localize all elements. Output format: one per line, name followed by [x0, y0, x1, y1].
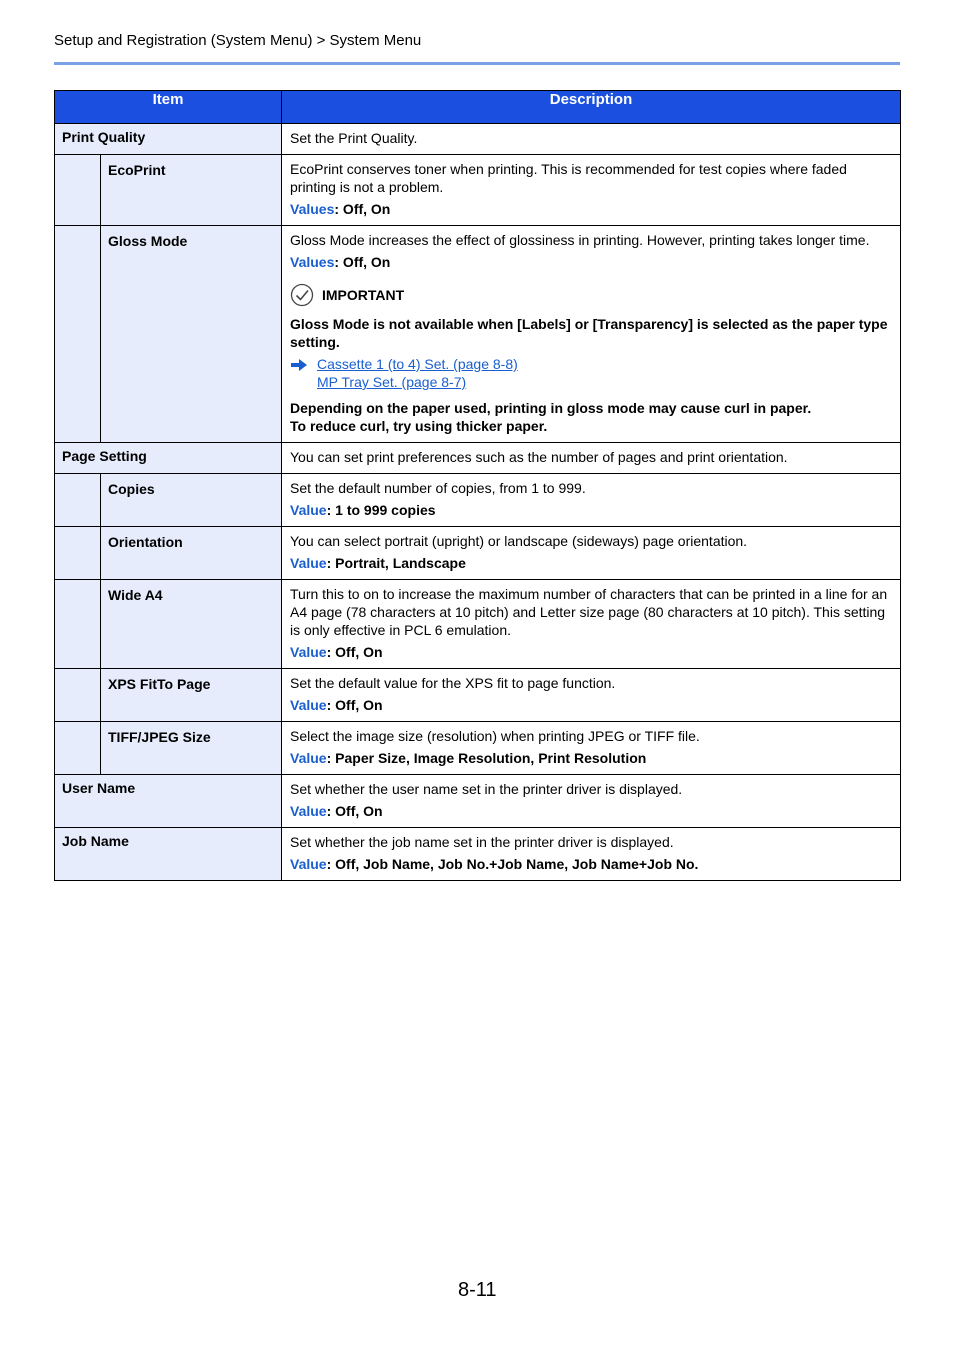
item-ecoprint: EcoPrint — [101, 155, 282, 226]
description-gloss-mode — [282, 226, 901, 443]
item-tiff-jpeg-size: TIFF/JPEG Size — [101, 722, 282, 775]
table-row — [55, 527, 901, 580]
column-header-description: Description — [282, 91, 901, 124]
item-job-name: Job Name — [55, 828, 282, 881]
table-row — [55, 474, 901, 527]
values-line — [290, 802, 892, 820]
settings-table — [54, 90, 901, 881]
description-copies — [282, 474, 901, 527]
values-text: : Off, On — [334, 254, 391, 270]
column-header-item: Item — [55, 91, 282, 124]
item-gloss-mode: Gloss Mode — [101, 226, 282, 443]
table-row — [55, 124, 901, 155]
table-row — [55, 775, 901, 828]
values-line — [290, 643, 892, 661]
arrow-right-icon — [290, 358, 308, 372]
reference-links — [290, 355, 892, 391]
values-label: Value — [290, 697, 327, 713]
item-page-setting: Page Setting — [55, 443, 282, 474]
table-row — [55, 226, 901, 443]
indent-cell — [55, 580, 101, 669]
item-wide-a4: Wide A4 — [101, 580, 282, 669]
values-line — [290, 200, 892, 218]
page-number: 8-11 — [458, 1279, 497, 1301]
values-text: : Portrait, Landscape — [326, 555, 466, 571]
values-line — [290, 554, 892, 572]
values-text: : 1 to 999 copies — [326, 502, 436, 518]
description-text: EcoPrint conserves toner when printing. This is recommended for test copies where faded printing is not a problem. — [290, 161, 847, 195]
checkmark-circle-icon — [290, 283, 314, 307]
values-label: Value — [290, 803, 327, 819]
description-text: Set whether the job name set in the printer driver is displayed. — [290, 834, 674, 850]
indent-cell — [55, 527, 101, 580]
description-text: Set the default value for the XPS fit to page function. — [290, 675, 616, 691]
table-row — [55, 155, 901, 226]
description-text: Select the image size (resolution) when printing JPEG or TIFF file. — [290, 728, 700, 744]
values-line — [290, 253, 892, 271]
description-text: Gloss Mode increases the effect of glossiness in printing. However, printing takes longer time. — [290, 232, 870, 248]
values-text: : Off, On — [326, 697, 383, 713]
values-line — [290, 696, 892, 714]
description-job-name — [282, 828, 901, 881]
important-label: IMPORTANT — [322, 287, 405, 303]
indent-cell — [55, 474, 101, 527]
table-row — [55, 669, 901, 722]
indent-cell — [55, 155, 101, 226]
values-label: Values — [290, 201, 335, 217]
important-callout — [290, 283, 892, 307]
values-text: : Off, Job Name, Job No.+Job Name, Job Name+Job No. — [326, 856, 699, 872]
values-line — [290, 855, 892, 873]
curl-note — [290, 399, 892, 435]
description-text: Set the default number of copies, from 1 to 999. — [290, 480, 586, 496]
important-text: Gloss Mode is not available when [Labels] or [Transparency] is selected as the paper type setting. — [290, 316, 888, 350]
description-xps-fit-to-page — [282, 669, 901, 722]
description-wide-a4 — [282, 580, 901, 669]
indent-cell — [55, 669, 101, 722]
description-tiff-jpeg-size — [282, 722, 901, 775]
curl-note-line: To reduce curl, try using thicker paper. — [290, 418, 548, 434]
values-label: Values — [290, 254, 335, 270]
values-text: : Off, On — [326, 803, 383, 819]
values-text: : Off, On — [334, 201, 391, 217]
item-user-name: User Name — [55, 775, 282, 828]
values-label: Value — [290, 856, 327, 872]
link-cassette-settings[interactable]: Cassette 1 (to 4) Set. (page 8-8) — [317, 356, 518, 372]
description-text: Set whether the user name set in the printer driver is displayed. — [290, 781, 683, 797]
values-label: Value — [290, 555, 327, 571]
breadcrumb: Setup and Registration (System Menu) > System Menu — [54, 32, 422, 49]
values-text: : Off, On — [326, 644, 383, 660]
header-divider — [54, 62, 900, 65]
item-xps-fit-to-page: XPS FitTo Page — [101, 669, 282, 722]
description-user-name — [282, 775, 901, 828]
item-copies: Copies — [101, 474, 282, 527]
description-page-setting: You can set print preferences such as the number of pages and print orientation. — [282, 443, 901, 474]
table-row — [55, 828, 901, 881]
table-row — [55, 722, 901, 775]
values-line — [290, 749, 892, 767]
indent-cell — [55, 226, 101, 443]
description-text: Turn this to on to increase the maximum number of characters that can be printed in a line for an A4 page (78 characters at 10 pitch) and Letter size page (80 characters at 10 pitch). This setting is only effective in PCL 6 emulation. — [290, 586, 888, 638]
table-row — [55, 443, 901, 474]
item-orientation: Orientation — [101, 527, 282, 580]
values-label: Value — [290, 750, 327, 766]
values-label: Value — [290, 502, 327, 518]
values-line — [290, 501, 892, 519]
link-mp-tray-settings[interactable]: MP Tray Set. (page 8-7) — [317, 374, 467, 390]
curl-note-line: Depending on the paper used, printing in gloss mode may cause curl in paper. — [290, 400, 812, 416]
table-row — [55, 580, 901, 669]
description-orientation — [282, 527, 901, 580]
values-label: Value — [290, 644, 327, 660]
description-text: You can select portrait (upright) or landscape (sideways) page orientation. — [290, 533, 748, 549]
description-print-quality: Set the Print Quality. — [282, 124, 901, 155]
item-print-quality: Print Quality — [55, 124, 282, 155]
values-text: : Paper Size, Image Resolution, Print Resolution — [326, 750, 647, 766]
indent-cell — [55, 722, 101, 775]
description-ecoprint — [282, 155, 901, 226]
